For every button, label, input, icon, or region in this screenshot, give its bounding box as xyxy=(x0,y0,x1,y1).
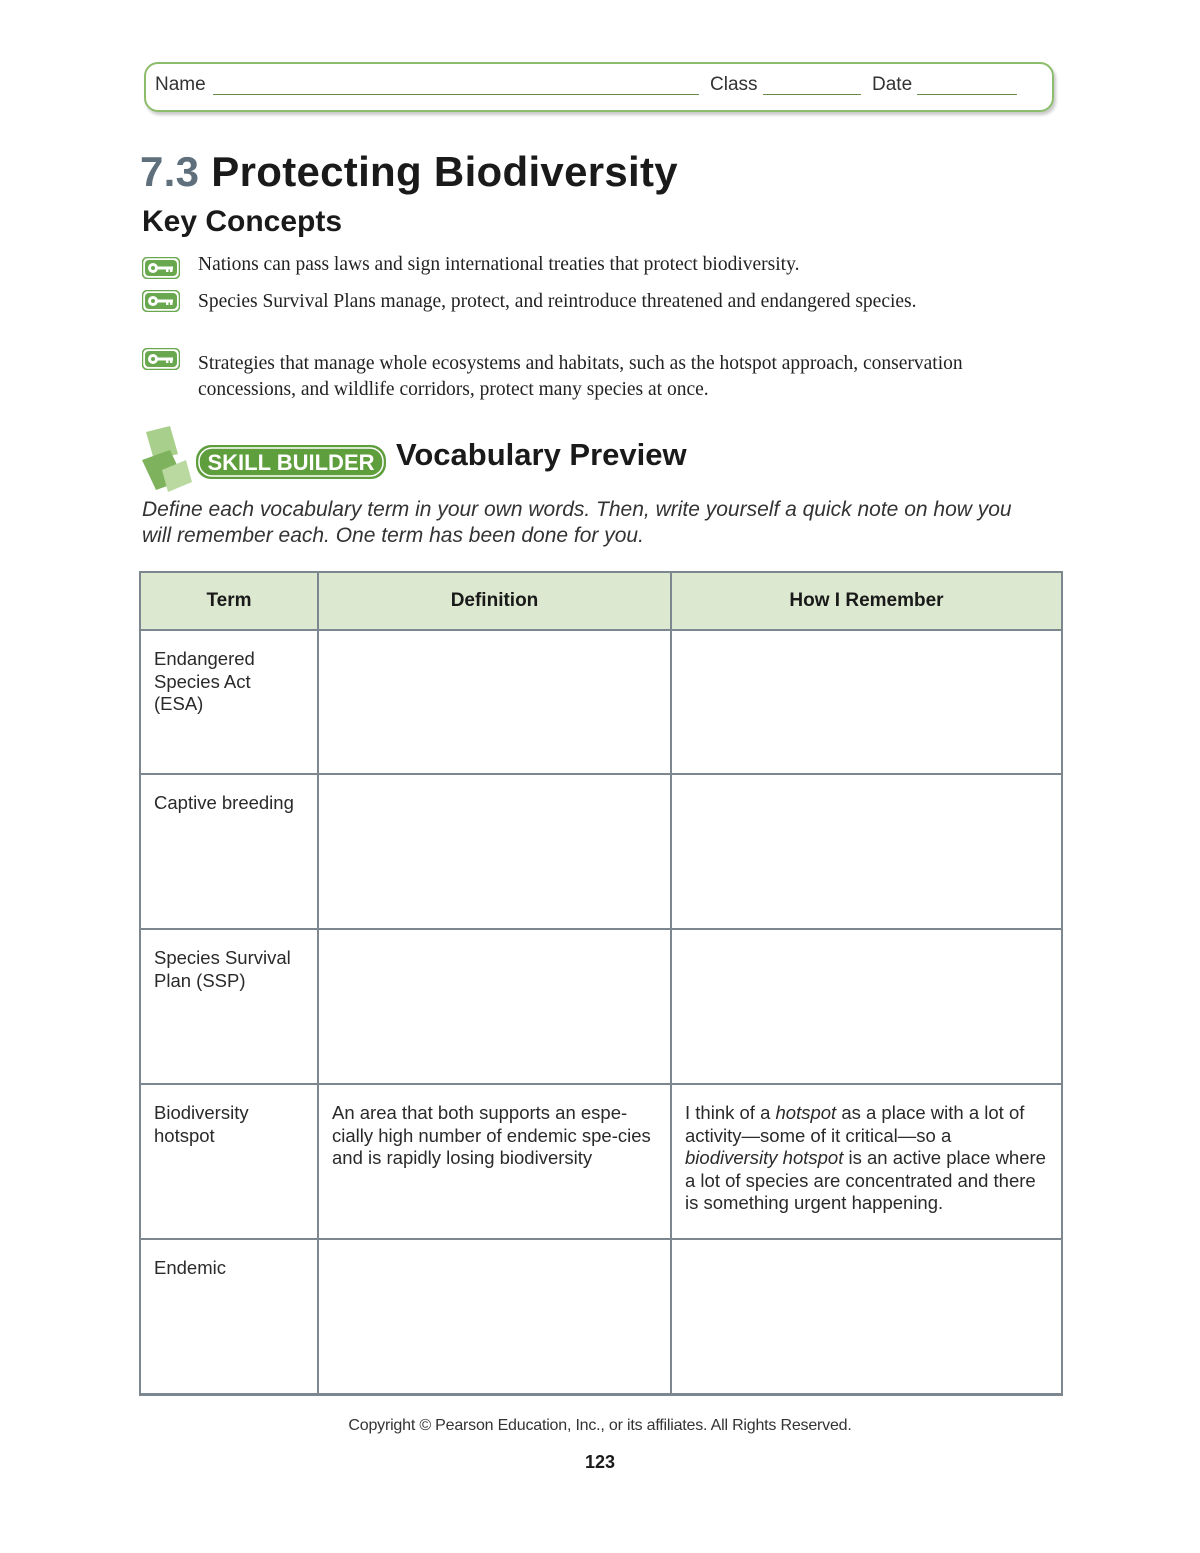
term-cell: Endangered Species Act (ESA) xyxy=(140,630,318,774)
header-term: Term xyxy=(140,572,318,630)
table-row xyxy=(140,1239,1062,1394)
date-field[interactable] xyxy=(917,94,1017,95)
remember-emphasis: biodiversity hotspot xyxy=(685,1147,844,1168)
section-title: Protecting Biodiversity xyxy=(211,148,678,195)
instructions: Define each vocabulary term in your own words. Then, write yourself a quick note on how you will remember each. One term has been done for you. xyxy=(142,498,1012,547)
skill-builder-label: SKILL BUILDER xyxy=(207,450,375,475)
page-number: 123 xyxy=(584,1452,616,1472)
definition-cell: An area that both supports an espe-cially high number of endemic spe-cies and is rapidly losing biodiversity xyxy=(318,1084,671,1239)
term-cell: Endemic xyxy=(140,1239,318,1394)
remember-cell[interactable] xyxy=(671,1239,1062,1394)
table-header-row xyxy=(140,572,1062,630)
term-cell: Captive breeding xyxy=(140,774,318,929)
table-row xyxy=(140,774,1062,929)
remember-text: I think of a xyxy=(685,1102,776,1123)
key-concept-1: Nations can pass laws and sign international treaties that protect biodiversity. xyxy=(198,254,800,275)
term-cell: Species Survival Plan (SSP) xyxy=(140,929,318,1084)
term-cell: Biodiversity hotspot xyxy=(140,1084,318,1239)
name-class-date-box xyxy=(144,62,1054,112)
definition-cell[interactable] xyxy=(318,774,671,929)
key-icon xyxy=(142,348,180,370)
page-title xyxy=(140,148,678,196)
table-row xyxy=(140,929,1062,1084)
class-field[interactable] xyxy=(763,94,861,95)
key-concept-2: Species Survival Plans manage, protect, and reintroduce threatened and endangered species. xyxy=(198,291,917,312)
remember-cell[interactable] xyxy=(671,929,1062,1084)
date-label: Date xyxy=(872,74,913,95)
table-row xyxy=(140,1084,1062,1239)
section-number: 7.3 xyxy=(140,148,200,195)
definition-cell[interactable] xyxy=(318,1239,671,1394)
key-concepts-heading: Key Concepts xyxy=(142,205,343,238)
remember-text: as a place with a lot of activity—some of it critical—so a xyxy=(685,1102,1025,1146)
table-row xyxy=(140,630,1062,774)
definition-cell[interactable] xyxy=(318,929,671,1084)
key-icon xyxy=(142,290,180,312)
remember-text: is an active place where a lot of species are concentrated and there is something urgent happening. xyxy=(685,1147,1046,1213)
remember-cell[interactable] xyxy=(671,774,1062,929)
definition-cell[interactable] xyxy=(318,630,671,774)
remember-emphasis: hotspot xyxy=(775,1102,837,1123)
header-definition: Definition xyxy=(318,572,671,630)
key-icon xyxy=(142,257,180,279)
name-field[interactable] xyxy=(213,94,699,95)
header-how-i-remember: How I Remember xyxy=(671,572,1062,630)
skill-builder-badge xyxy=(140,424,390,498)
vocabulary-table xyxy=(139,571,1063,1396)
copyright-notice: Copyright © Pearson Education, Inc., or its affiliates. All Rights Reserved. xyxy=(348,1417,852,1434)
class-label: Class xyxy=(710,74,758,95)
remember-cell[interactable] xyxy=(671,630,1062,774)
vocabulary-preview-heading: Vocabulary Preview xyxy=(396,437,687,472)
key-concept-3: Strategies that manage whole ecosystems and habitats, such as the hotspot approach, conservation concessions, and wildlife corridors, protect many species at once. xyxy=(198,353,963,400)
remember-cell xyxy=(671,1084,1062,1239)
name-label: Name xyxy=(155,74,206,95)
